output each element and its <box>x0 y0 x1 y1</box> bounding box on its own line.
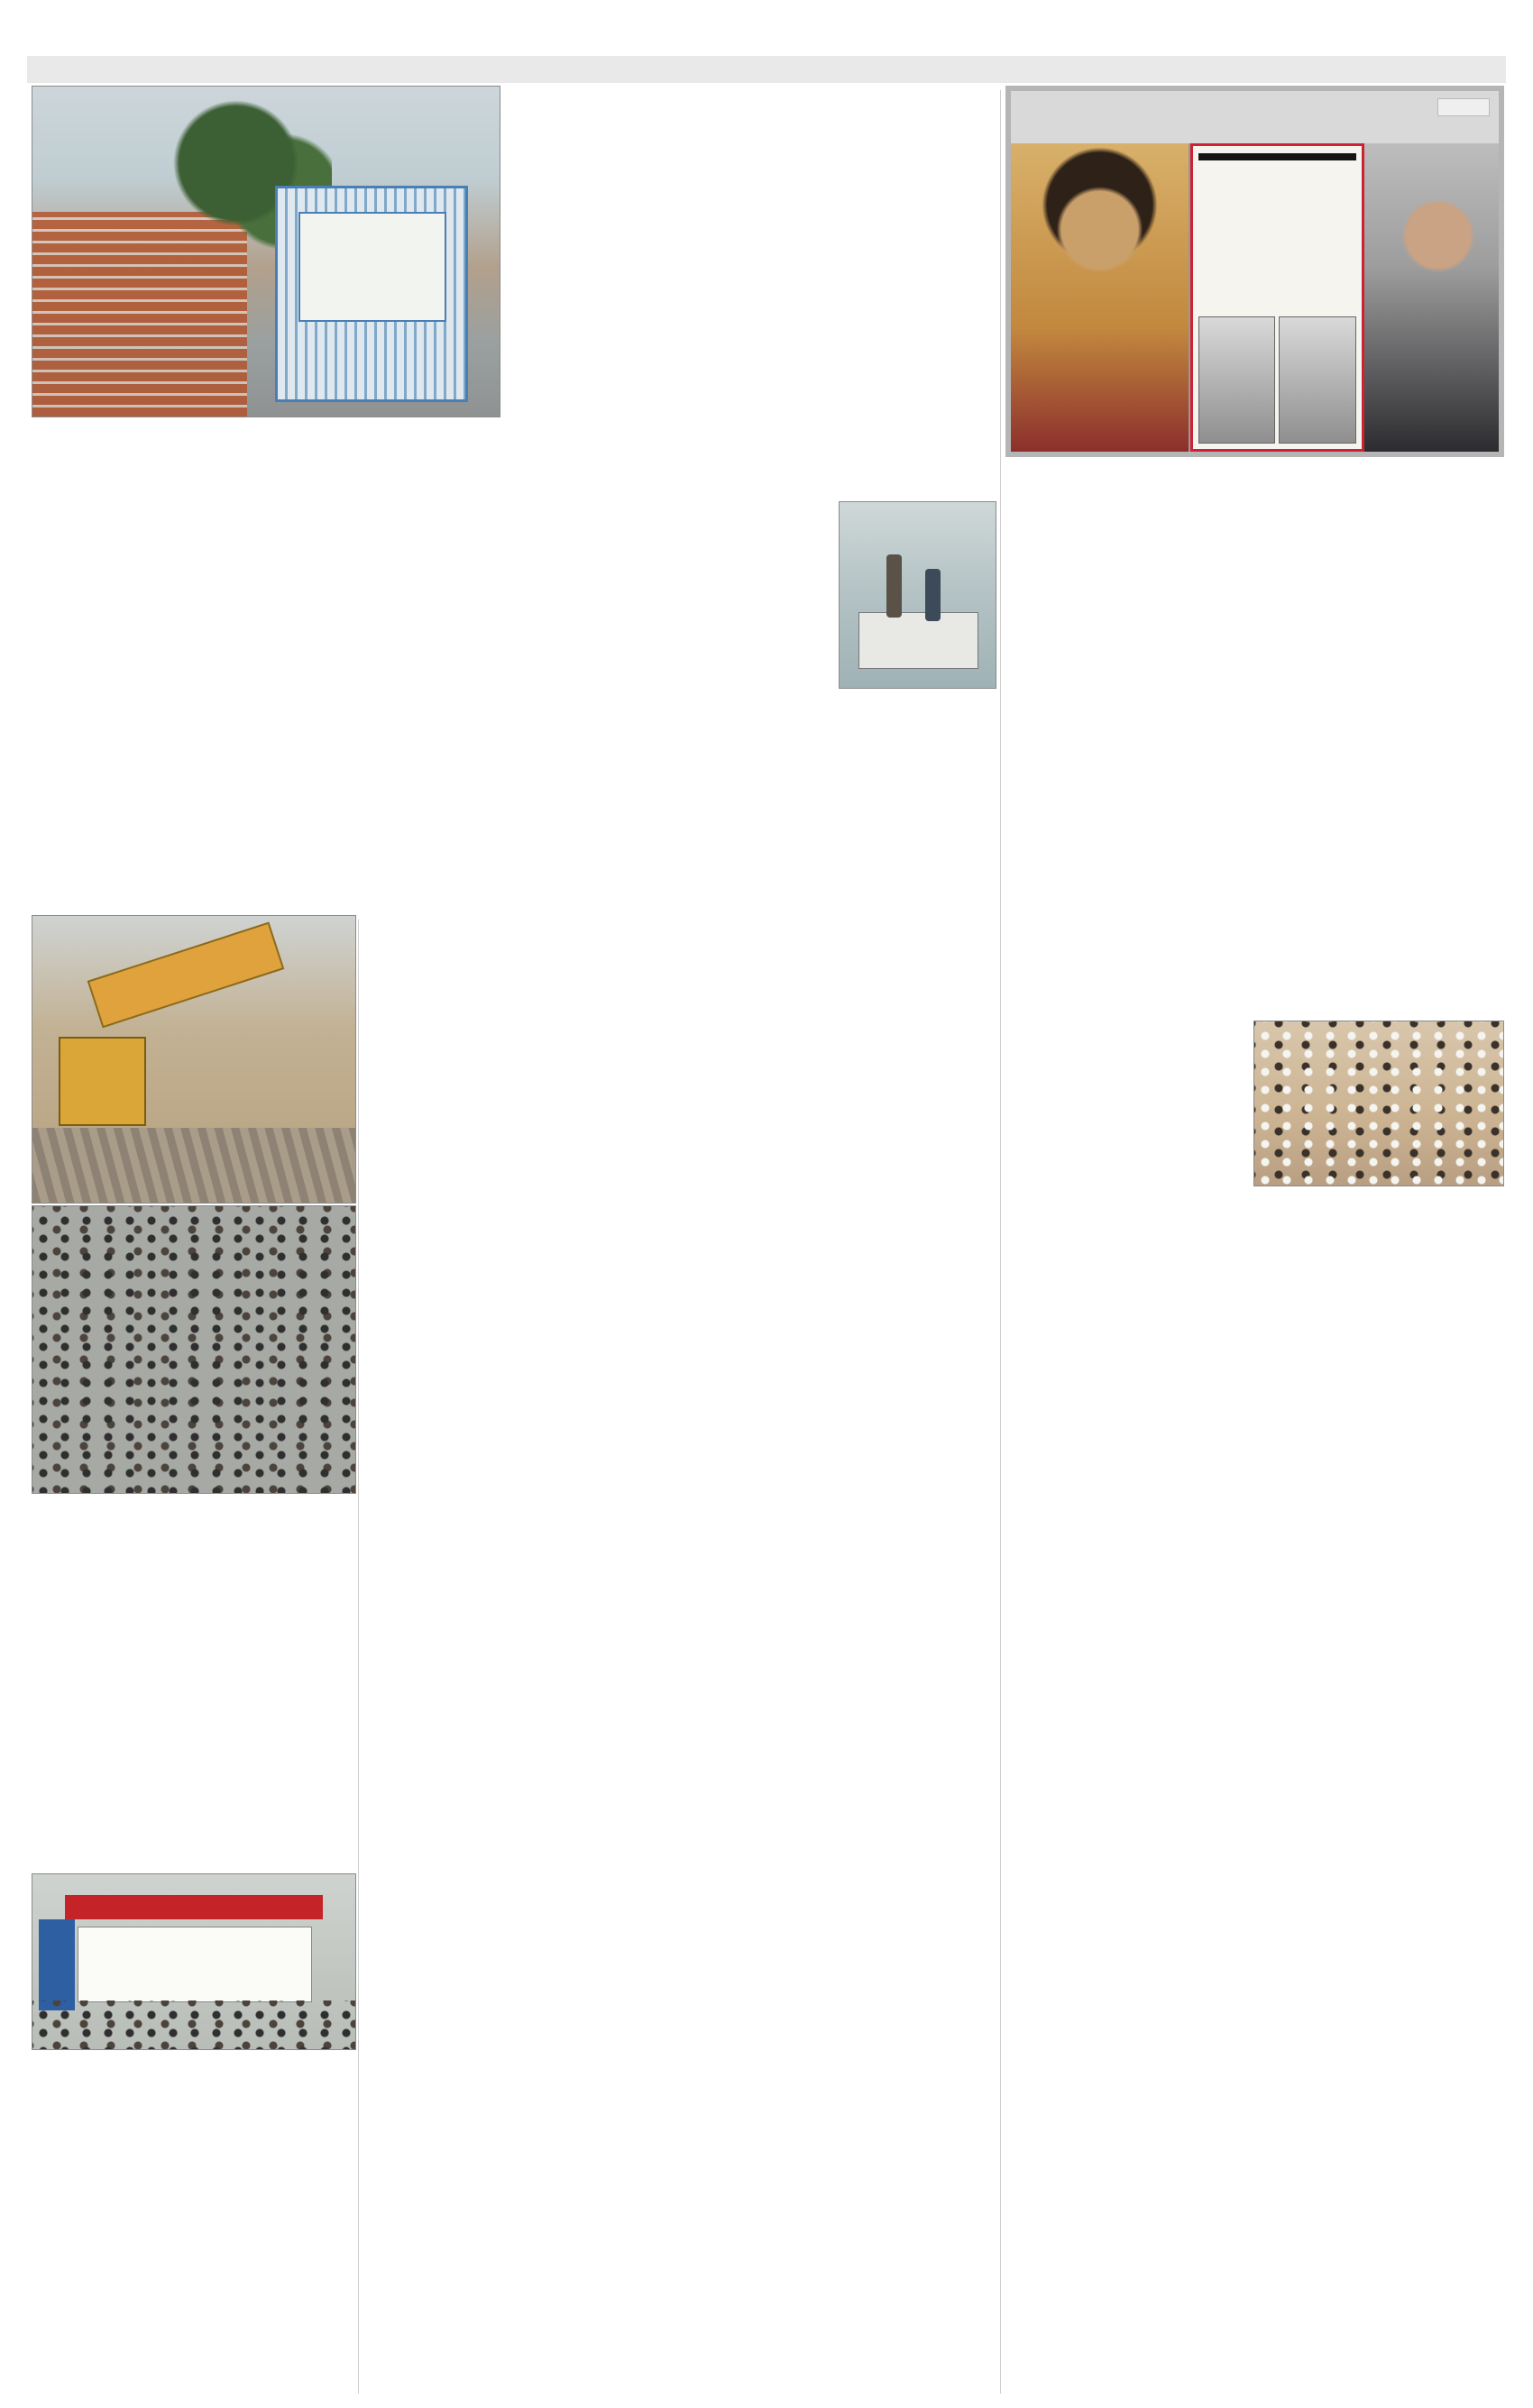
benapole-body <box>1005 2019 1504 2398</box>
benapole-heading <box>1005 1978 1504 2014</box>
crowd-detail <box>32 1206 355 1493</box>
column-divider <box>1000 90 1001 2394</box>
person-detail <box>886 554 902 618</box>
column-divider <box>358 920 359 2394</box>
factory-sign <box>298 212 445 322</box>
demolition-excavator-photo <box>32 915 356 1204</box>
human-chain-photo <box>32 1873 356 2050</box>
rubble-detail <box>32 1128 355 1203</box>
banner-organizer-strip <box>65 1895 323 1919</box>
demolition-crowd-photo <box>32 1205 356 1494</box>
clipping-thumb-photo <box>1279 316 1355 444</box>
saline-factory-photo <box>32 86 500 417</box>
page-header-bar <box>27 56 1506 83</box>
header-tab-detail <box>1437 98 1490 116</box>
khaleda-health-brief <box>792 2063 996 2398</box>
rekha-article-body-continued <box>1005 1021 1247 1186</box>
excavator-arm-detail <box>87 922 284 1029</box>
river-patrol-photo <box>839 501 996 689</box>
rekha-photo <box>1011 143 1190 452</box>
clipping-kicker <box>1198 153 1356 160</box>
dua-headline <box>1005 1192 1504 1293</box>
clipping-thumb-photo <box>1198 316 1275 444</box>
rekha-headline <box>1005 462 1504 559</box>
bypass-article-body <box>32 1608 356 1872</box>
saline-article-body <box>32 577 500 912</box>
mangrove-article-body <box>1005 1772 1504 1976</box>
tareq-heading <box>361 1760 996 1798</box>
saline-headline <box>32 426 573 570</box>
rekha-article-body <box>1005 563 1504 1019</box>
mid-flow-briefs <box>361 921 996 1755</box>
dua-mahfil-photo <box>1253 1021 1504 1186</box>
police-detail <box>925 569 941 621</box>
dua-article-body <box>1005 1296 1504 1587</box>
boat-detail <box>858 612 978 670</box>
bypass-headline <box>32 1498 356 1605</box>
praying-crowd-detail <box>1254 1021 1503 1186</box>
lohagora-brief <box>361 2063 566 2398</box>
crowd-detail <box>32 2001 355 2049</box>
clipping-thumbnails <box>1198 316 1356 444</box>
dua-article-ending <box>1005 1589 1504 1661</box>
excavator-cab-detail <box>59 1037 146 1126</box>
tareq-body <box>361 1801 996 2055</box>
newspaper-clipping <box>1190 143 1364 452</box>
mangrove-headline <box>1005 1662 1504 1769</box>
motorcycle-brief <box>577 2063 783 2398</box>
imran-khan-photo <box>1364 143 1499 452</box>
banner-board <box>78 1927 312 2001</box>
baul-article-body <box>32 2151 356 2396</box>
baul-headline <box>32 2054 356 2147</box>
entertainment-box <box>1005 86 1504 457</box>
entertainment-photo-collage <box>1011 143 1499 452</box>
blue-board-detail <box>39 1919 74 2010</box>
entertainment-header <box>1011 91 1499 143</box>
harin-headline <box>509 117 996 370</box>
